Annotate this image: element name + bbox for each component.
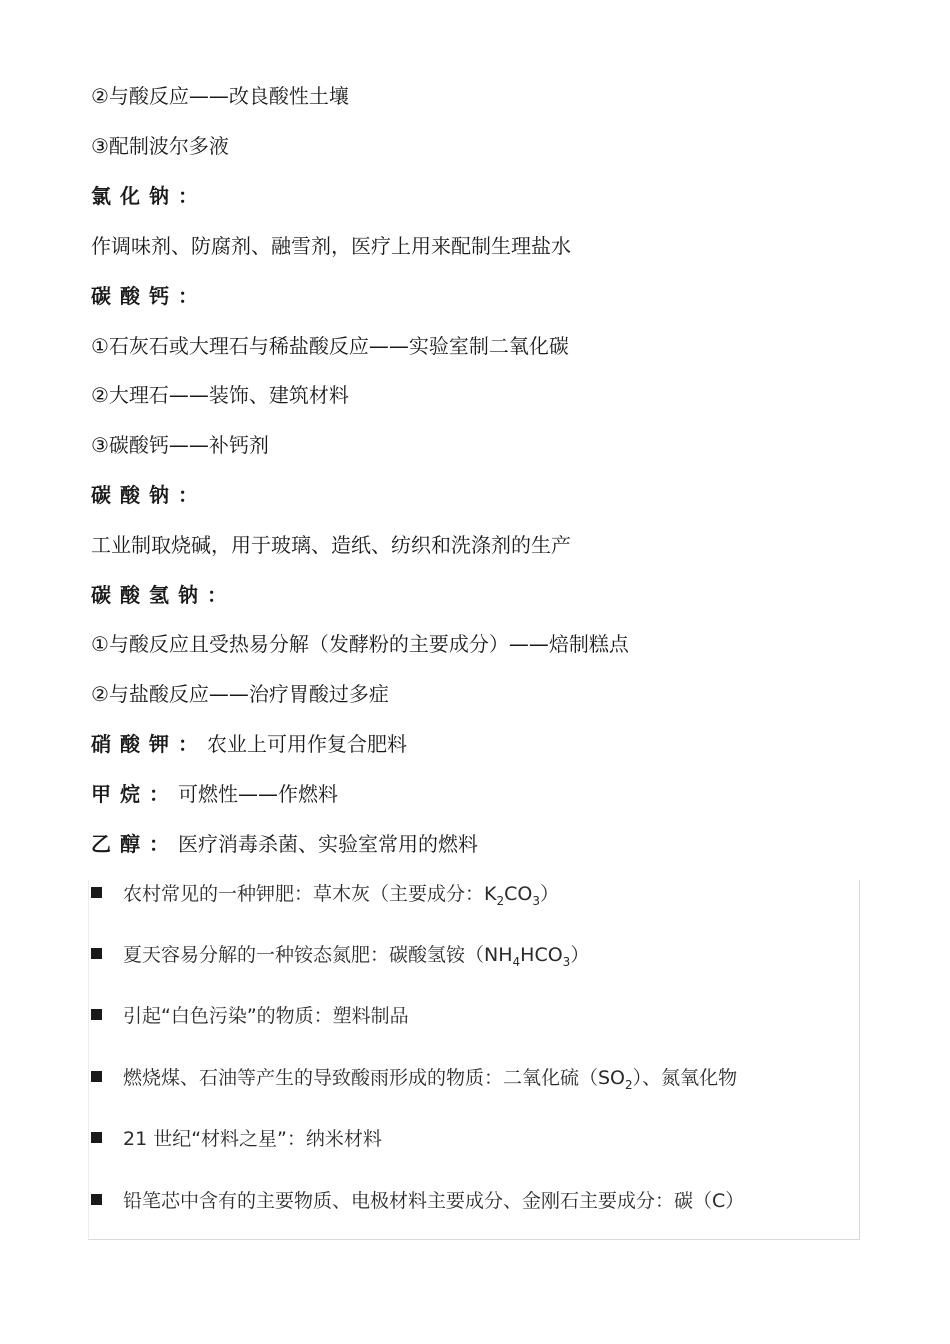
subscript: 2 [625,1078,633,1092]
text-line: ②与盐酸反应——治疗胃酸过多症 [91,682,389,706]
text-line: ②与酸反应——改良酸性土壤 [91,84,349,108]
bullet-text: 21 世纪“材料之星”：纳米材料 [123,1128,382,1150]
list-item [91,941,589,969]
square-bullet-icon [91,1132,102,1143]
bullet-text: ） [539,883,559,905]
section-heading-sodium-bicarbonate: 碳酸氢钠： [91,583,236,607]
list-item [91,1002,409,1030]
inline-heading: 乙醇： [91,832,178,856]
square-bullet-icon [91,948,102,959]
bullet-text: 农村常见的一种钾肥：草木灰（主要成分：K [123,883,497,905]
inline-item-methane [91,780,338,808]
inline-text: 医疗消毒杀菌、实验室常用的燃料 [178,832,478,856]
subscript: 3 [532,894,540,908]
section-heading-calcium-carbonate: 碳酸钙： [91,284,207,308]
list-item [91,1064,737,1092]
inline-heading: 甲烷： [91,782,178,806]
subscript: 3 [562,955,571,969]
square-bullet-icon [91,1194,102,1205]
section-heading-sodium-chloride: 氯化钠： [91,184,207,208]
bullet-panel [88,880,860,1240]
text-line: ②大理石——装饰、建筑材料 [91,383,349,407]
text-line: ①与酸反应且受热易分解（发酵粉的主要成分）——焙制糕点 [91,632,629,656]
text-line: 工业制取烧碱，用于玻璃、造纸、纺织和洗涤剂的生产 [91,533,571,557]
inline-item-ethanol [91,830,478,858]
inline-item-potassium-nitrate [91,730,407,758]
inline-text: 可燃性——作燃料 [178,782,338,806]
bullet-text: ） [570,944,590,966]
square-bullet-icon [91,1071,102,1082]
text-line: ③配制波尔多液 [91,134,229,158]
text-line: ①石灰石或大理石与稀盐酸反应——实验室制二氧化碳 [91,334,569,358]
inline-heading: 硝酸钾： [91,732,207,756]
list-item [91,1187,744,1215]
square-bullet-icon [91,1009,102,1020]
bullet-text: 引起“白色污染”的物质：塑料制品 [123,1005,409,1027]
subscript: 4 [512,955,521,969]
bullet-text: 燃烧煤、石油等产生的导致酸雨形成的物质：二氧化硫（SO [123,1067,626,1089]
subscript: 2 [496,894,505,908]
bullet-text: 铅笔芯中含有的主要物质、电极材料主要成分、金刚石主要成分：碳（C） [123,1190,745,1212]
bullet-text: 夏天容易分解的一种铵态氮肥：碳酸氢铵（NH [123,944,513,966]
list-item [91,1125,382,1153]
bullet-text: CO [504,883,533,905]
text-line: ③碳酸钙——补钙剂 [91,433,269,457]
list-item [91,880,559,908]
section-heading-sodium-carbonate: 碳酸钠： [91,483,207,507]
bullet-text: ）、氮氧化物 [632,1067,738,1089]
bullet-text: HCO [520,944,563,966]
square-bullet-icon [91,887,102,898]
inline-text: 农业上可用作复合肥料 [207,732,407,756]
text-line: 作调味剂、防腐剂、融雪剂，医疗上用来配制生理盐水 [91,234,571,258]
